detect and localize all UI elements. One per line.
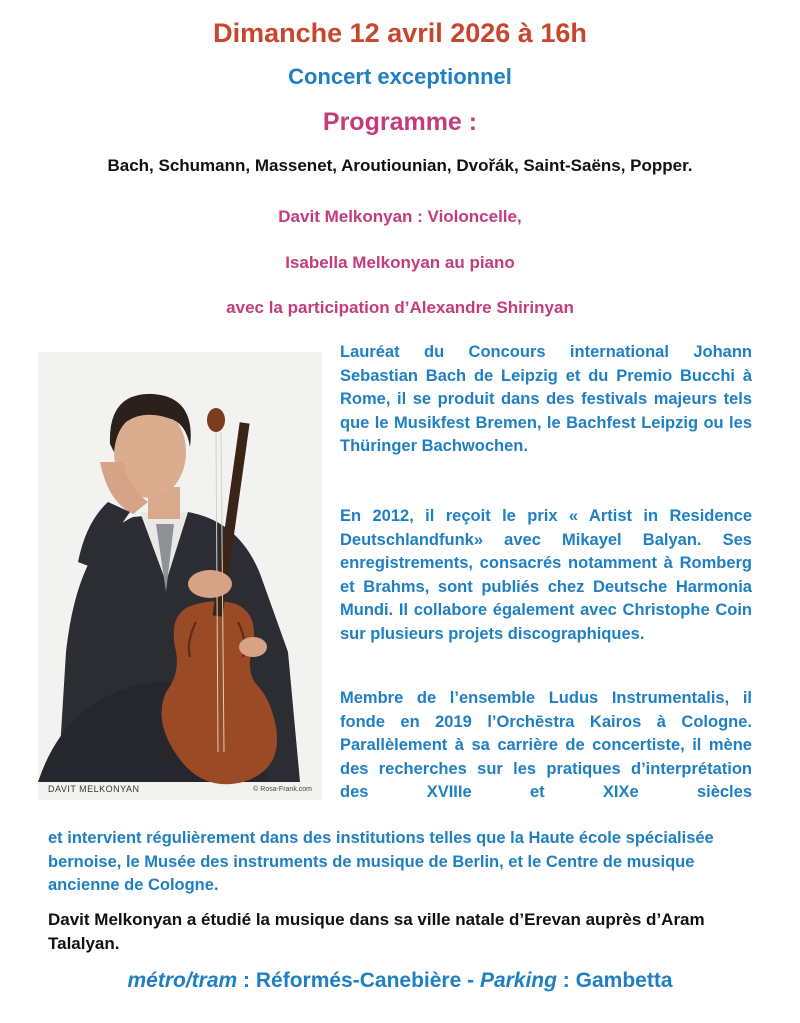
parking-location: Gambetta (575, 969, 673, 992)
metro-separator: : (237, 969, 256, 992)
bio-paragraph-ensemble: Membre de l’ensemble Ludus Instrumentalis, il fonde en 2019 l’Orchēstra Kairos à Cologne. Parallèlement à sa carrière de concertiste, il mène des recherches sur les pratiques d’interprétation des XVIIIe et XIXe siècles (340, 689, 752, 801)
bio-paragraph-institutions: et intervient régulièrement dans des institutions telles que la Haute école spécialisée bernoise, le Musée des instruments de musique de Berlin, et le Centre de musique ancienne de Cologne. (48, 829, 714, 894)
concert-date: Dimanche 12 avril 2026 à 16h (213, 18, 587, 48)
transport-dash: - (461, 969, 480, 992)
metro-stop: Réformés-Canebière (255, 969, 462, 992)
bio-paragraph-awards: Lauréat du Concours international Johann Sebastian Bach de Leipzig et du Premio Bucchi à Rome, il se produit dans des festivals majeurs tels que le Musikfest Bremen, le Bachfest Leipzig ou les Thüringer Bachwochen. (340, 343, 752, 455)
transport-info (0, 969, 800, 993)
parking-separator: : (556, 969, 576, 992)
performer-piano: Isabella Melkonyan au piano (285, 253, 515, 272)
bio-paragraph-recordings: En 2012, il reçoit le prix « Artist in Residence Deutschlandfunk» avec Mikayel Balyan. Ses enregistrements, consacrés notamment à Romberg et Brahms, sont publiés chez Deutsche Harmonia Mundi. Il collabore également avec Christophe Coin sur plusieurs projets discographiques. (340, 507, 752, 643)
concert-subtitle: Concert exceptionnel (288, 64, 512, 89)
composer-list: Bach, Schumann, Massenet, Aroutiounian, Dvořák, Saint-Saëns, Popper. (107, 156, 693, 175)
photo-caption-name: DAVIT MELKONYAN (48, 784, 140, 794)
performer-cello: Davit Melkonyan : Violoncelle, (278, 207, 522, 226)
cellist-illustration (38, 352, 322, 800)
programme-heading: Programme : (322, 108, 478, 136)
cellist-photo (38, 352, 322, 800)
metro-label: métro/tram (127, 969, 238, 992)
photo-copyright: © Rosa-Frank.com (253, 786, 312, 793)
study-note: Davit Melkonyan a étudié la musique dans sa ville natale d’Erevan auprès d’Aram Talalyan. (48, 910, 705, 953)
performer-guest: avec la participation d’Alexandre Shirinyan (226, 298, 574, 317)
parking-label: Parking (479, 969, 557, 992)
